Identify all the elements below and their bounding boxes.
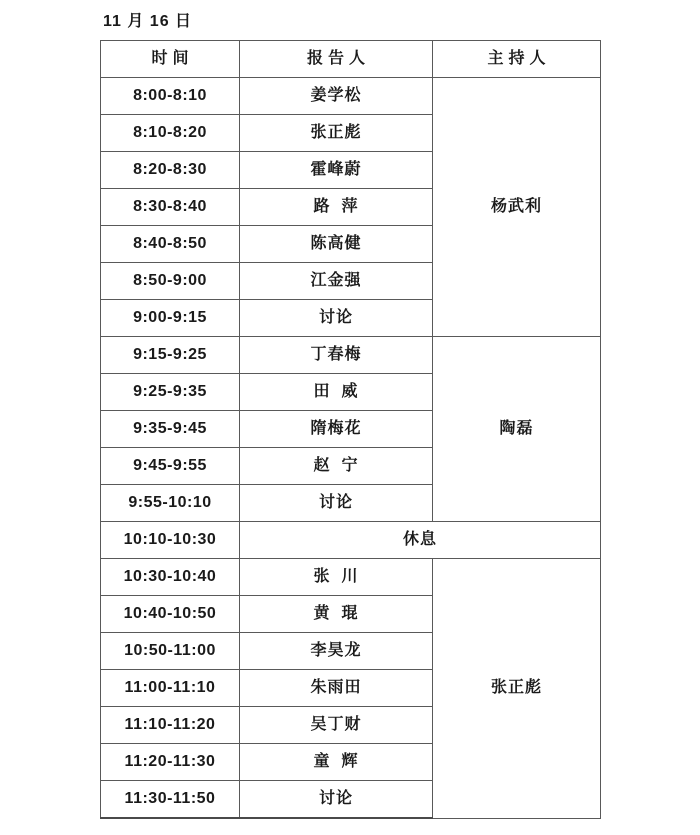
time-cell: 8:20-8:30 bbox=[101, 152, 240, 189]
speaker-cell: 丁春梅 bbox=[240, 337, 433, 374]
host-cell: 陶磊 bbox=[433, 337, 601, 522]
page-title: 11 月 16 日 bbox=[103, 13, 193, 30]
time-cell: 8:40-8:50 bbox=[101, 226, 240, 263]
time-cell: 8:10-8:20 bbox=[101, 115, 240, 152]
time-cell: 8:00-8:10 bbox=[101, 78, 240, 115]
speaker-cell: 童 辉 bbox=[240, 744, 433, 781]
time-cell: 9:15-9:25 bbox=[101, 337, 240, 374]
speaker-cell: 江金强 bbox=[240, 263, 433, 300]
speaker-cell: 李昊龙 bbox=[240, 633, 433, 670]
break-cell: 休息 bbox=[240, 522, 601, 559]
speaker-cell: 张 川 bbox=[240, 559, 433, 596]
table-row bbox=[101, 337, 601, 374]
time-cell: 10:30-10:40 bbox=[101, 559, 240, 596]
time-cell: 9:35-9:45 bbox=[101, 411, 240, 448]
speaker-cell: 朱雨田 bbox=[240, 670, 433, 707]
time-cell: 8:30-8:40 bbox=[101, 189, 240, 226]
time-cell: 11:30-11:50 bbox=[101, 781, 240, 819]
time-cell: 10:10-10:30 bbox=[101, 522, 240, 559]
time-cell: 9:25-9:35 bbox=[101, 374, 240, 411]
speaker-cell: 讨论 bbox=[240, 781, 433, 819]
host-cell: 张正彪 bbox=[433, 559, 601, 819]
time-cell: 11:20-11:30 bbox=[101, 744, 240, 781]
speaker-cell: 讨论 bbox=[240, 485, 433, 522]
time-cell: 10:40-10:50 bbox=[101, 596, 240, 633]
speaker-cell: 路 萍 bbox=[240, 189, 433, 226]
host-column-header: 主持人 bbox=[433, 41, 601, 78]
time-cell: 11:00-11:10 bbox=[101, 670, 240, 707]
speaker-cell: 陈高健 bbox=[240, 226, 433, 263]
header-row bbox=[101, 41, 601, 78]
speaker-cell: 田 威 bbox=[240, 374, 433, 411]
speaker-cell: 张正彪 bbox=[240, 115, 433, 152]
speaker-cell: 讨论 bbox=[240, 300, 433, 337]
time-column-header: 时间 bbox=[101, 41, 240, 78]
schedule-table bbox=[100, 40, 601, 819]
host-cell: 杨武利 bbox=[433, 78, 601, 337]
time-cell: 9:55-10:10 bbox=[101, 485, 240, 522]
speaker-cell: 隋梅花 bbox=[240, 411, 433, 448]
speaker-cell: 姜学松 bbox=[240, 78, 433, 115]
speaker-column-header: 报告人 bbox=[240, 41, 433, 78]
time-cell: 9:45-9:55 bbox=[101, 448, 240, 485]
speaker-cell: 吴丁财 bbox=[240, 707, 433, 744]
speaker-cell: 霍峰蔚 bbox=[240, 152, 433, 189]
table-row bbox=[101, 78, 601, 115]
break-row bbox=[101, 522, 601, 559]
time-cell: 9:00-9:15 bbox=[101, 300, 240, 337]
speaker-cell: 黄 琨 bbox=[240, 596, 433, 633]
speaker-cell: 赵 宁 bbox=[240, 448, 433, 485]
time-cell: 10:50-11:00 bbox=[101, 633, 240, 670]
table-row bbox=[101, 559, 601, 596]
time-cell: 11:10-11:20 bbox=[101, 707, 240, 744]
time-cell: 8:50-9:00 bbox=[101, 263, 240, 300]
